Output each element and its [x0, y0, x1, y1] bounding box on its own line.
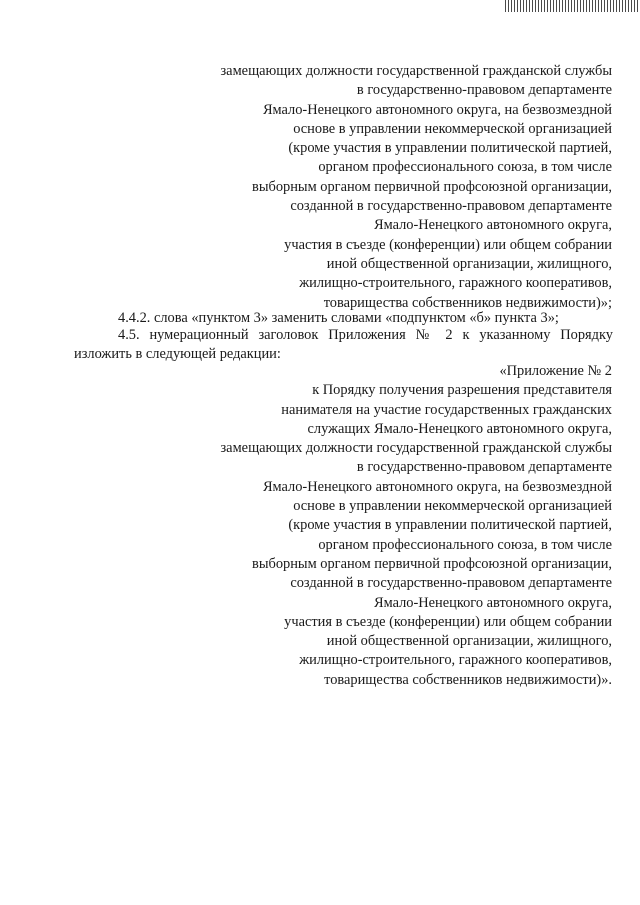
top-line: Ямало-Ненецкого автономного округа, [373, 217, 612, 234]
appendix-line: в государственно-правовом департаменте [356, 459, 612, 476]
paragraph-4-5: 4.5. нумерационный заголовок Приложения № 2 к указанному Порядку [118, 327, 613, 343]
appendix-line: замещающих должности государственной гражданской службы [220, 440, 612, 457]
appendix-line: (кроме участия в управлении политической партией, [288, 517, 612, 534]
top-line: созданной в государственно-правовом департаменте [290, 198, 612, 215]
top-line: основе в управлении некоммерческой организацией [293, 120, 612, 137]
appendix-line: «Приложение № 2 [499, 363, 612, 379]
top-line: Ямало-Ненецкого автономного округа, на безвозмездной [262, 101, 612, 118]
top-line: (кроме участия в управлении политической партией, [288, 140, 612, 157]
appendix-line: созданной в государственно-правовом департаменте [290, 575, 612, 592]
top-line: иной общественной организации, жилищного, [326, 255, 612, 272]
appendix-line: Ямало-Ненецкого автономного округа, на безвозмездной [262, 478, 612, 495]
scan-edge-artifact [505, 0, 640, 12]
top-line: товарищества собственников недвижимости)»; [323, 294, 612, 311]
appendix-line: к Порядку получения разрешения представителя [312, 382, 612, 399]
appendix-line: товарищества собственников недвижимости)». [324, 671, 612, 688]
appendix-line: служащих Ямало-Ненецкого автономного округа, [307, 420, 612, 437]
appendix-heading-block [221, 362, 613, 690]
appendix-line: иной общественной организации, жилищного, [326, 633, 612, 650]
top-line: органом профессионального союза, в том числе [318, 159, 612, 176]
appendix-line: участия в съезде (конференции) или общем собрании [284, 613, 612, 630]
appendix-line: Ямало-Ненецкого автономного округа, [373, 594, 612, 611]
top-text-block [221, 62, 613, 313]
appendix-line: выборным органом первичной профсоюзной организации, [252, 555, 612, 572]
paragraph-4-5-continuation: изложить в следующей редакции: [74, 346, 281, 362]
appendix-line: жилищно-строительного, гаражного кооперативов, [299, 652, 612, 669]
top-line: жилищно-строительного, гаражного кооперативов, [299, 275, 612, 292]
paragraph-4-4-2: 4.4.2. слова «пунктом 3» заменить словами «подпунктом «б» пункта 3»; [118, 310, 559, 326]
appendix-line: основе в управлении некоммерческой организацией [293, 498, 612, 515]
appendix-line: нанимателя на участие государственных гражданских [281, 401, 612, 418]
top-line: участия в съезде (конференции) или общем собрании [284, 236, 612, 253]
top-line: в государственно-правовом департаменте [356, 82, 612, 99]
top-line: выборным органом первичной профсоюзной организации, [252, 178, 612, 195]
top-line: замещающих должности государственной гражданской службы [220, 63, 612, 79]
appendix-line: органом профессионального союза, в том числе [318, 536, 612, 553]
